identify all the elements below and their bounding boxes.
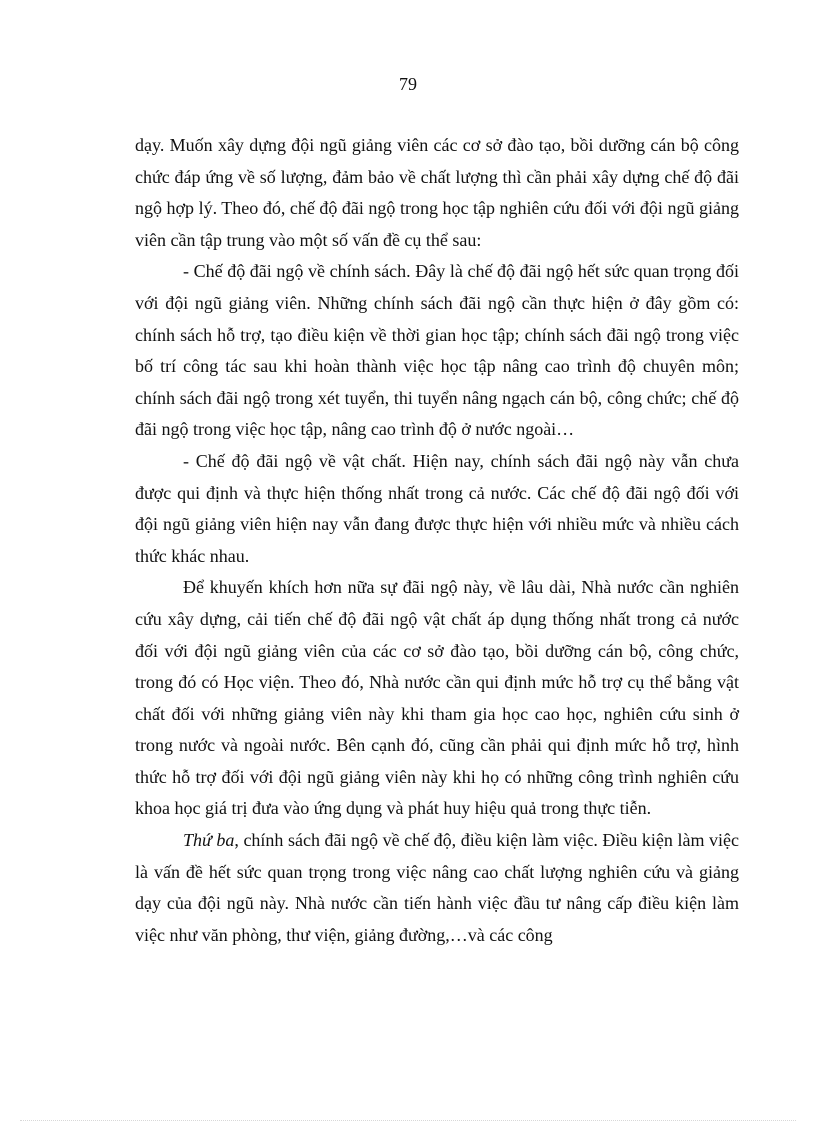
paragraph-1: dạy. Muốn xây dựng đội ngũ giảng viên các cơ sở đào tạo, bồi dưỡng cán bộ công chức đáp ứng về số lượng, đảm bảo về chất lượng thì cần phải xây dựng chế độ đãi ngộ hợp lý. Theo đó, chế độ đãi ngộ trong học tập nghiên cứu đối với đội ngũ giảng viên cần tập trung vào một số vấn đề cụ thể sau: xyxy=(135,135,739,250)
page-number: 79 xyxy=(399,74,417,94)
paragraph-5-lead: Thứ ba xyxy=(183,830,235,851)
document-body xyxy=(135,130,739,951)
paragraph-5-text: , chính sách đãi ngộ về chế độ, điều kiện làm việc. Điều kiện làm việc là vấn đề hết sức quan trọng trong việc nâng cao chất lượng nghiên cứu và giảng dạy của đội ngũ này. Nhà nước cần tiến hành việc đầu tư nâng cấp điều kiện làm việc như văn phòng, thư viện, giảng đường,…và các công xyxy=(135,830,739,945)
paragraph-3: - Chế độ đãi ngộ về vật chất. Hiện nay, chính sách đãi ngộ này vẫn chưa được qui định và thực hiện thống nhất trong cả nước. Các chế độ đãi ngộ đối với đội ngũ giảng viên hiện nay vẫn đang được thực hiện với nhiều mức và nhiều cách thức khác nhau. xyxy=(135,450,739,566)
page-bottom-rule xyxy=(20,1120,796,1121)
paragraph-4: Để khuyến khích hơn nữa sự đãi ngộ này, về lâu dài, Nhà nước cần nghiên cứu xây dựng, cải tiến chế độ đãi ngộ vật chất áp dụng thống nhất trong cả nước đối với đội ngũ giảng viên của các cơ sở đào tạo, bồi dưỡng cán bộ, công chức, trong đó có Học viện. Theo đó, Nhà nước cần qui định mức hỗ trợ cụ thể bằng vật chất đối với những giảng viên này khi tham gia học cao học, nghiên cứu sinh ở trong nước và ngoài nước. Bên cạnh đó, cũng cần phải qui định mức hỗ trợ, hình thức hỗ trợ đối với đội ngũ giảng viên này khi họ có những công trình nghiên cứu khoa học giá trị đưa vào ứng dụng và phát huy hiệu quả trong thực tiễn. xyxy=(135,577,739,819)
paragraph-5 xyxy=(135,825,739,951)
paragraph-2: - Chế độ đãi ngộ về chính sách. Đây là chế độ đãi ngộ hết sức quan trọng đối với đội ngũ giảng viên. Những chính sách đãi ngộ cần thực hiện ở đây gồm có: chính sách hỗ trợ, tạo điều kiện về thời gian học tập; chính sách đãi ngộ trong việc bố trí công tác sau khi hoàn thành việc học tập nâng cao trình độ chuyên môn; chính sách đãi ngộ trong xét tuyển, thi tuyển nâng ngạch cán bộ, công chức; chế độ đãi ngộ trong việc học tập, nâng cao trình độ ở nước ngoài… xyxy=(135,261,739,440)
